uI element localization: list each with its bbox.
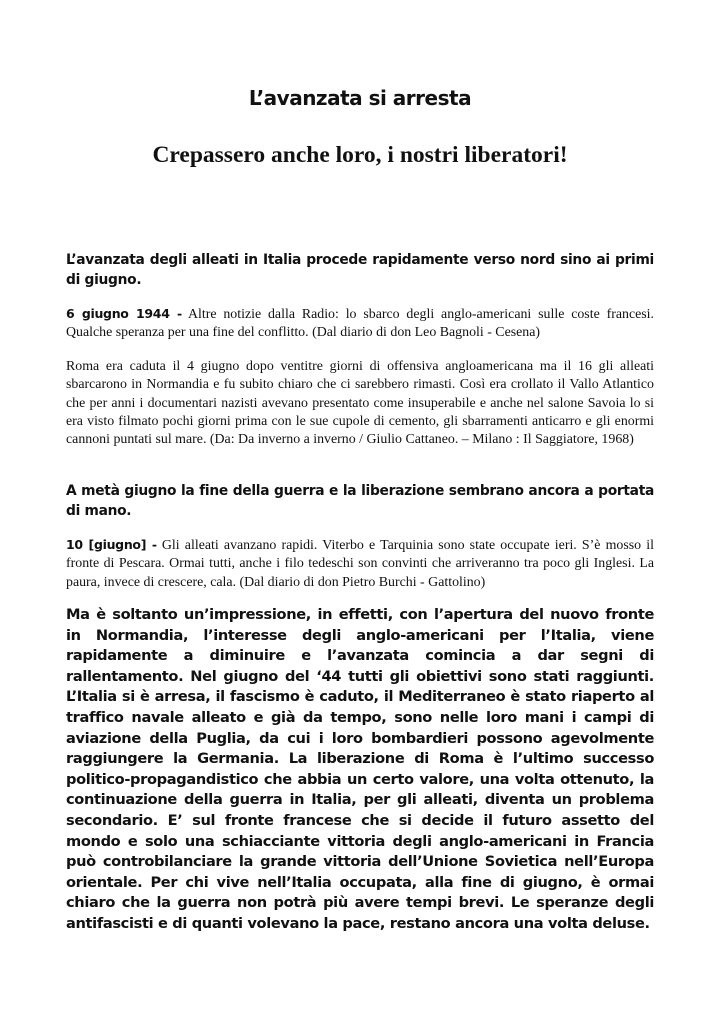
diary-entry-1-text: Altre notizie dalla Radio: lo sbarco degli anglo-americani sulle coste francesi. Qualche speranza per una fine del conflitto. (Dal diario di don Leo Bagnoli - Cesena) (66, 307, 655, 341)
body-paragraph-1: Roma era caduta il 4 giugno dopo ventitre giorni di offensiva angloamericana ma il 16 gli alleati sbarcarono in Normandia e fu subito chiaro che ci sarebbero rimasti. Così era crollato il Vallo Atlantico che per anni i documentari nazisti avevano presentato come insuperabile e anche nel salone Savoia lo si era visto filmato pochi giorni prima con le sue cupole di cemento, gli sbarramenti anticarro e gli enormi cannoni puntati sul mare. (Da: Da inverno a inverno / Giulio Cattaneo. – Milano : Il Saggiatore, 1968) (66, 359, 654, 448)
diary-entry-1-date: 6 giugno 1944 - (66, 306, 182, 321)
lead-paragraph-1: L’avanzata degli alleati in Italia procede rapidamente verso nord sino ai primi di giugno. (66, 252, 654, 288)
body-paragraph-2: Ma è soltanto un’impressione, in effetti, con l’apertura del nuovo fronte in Normandia, l’interesse degli anglo-americani per l’Italia, viene rapidamente a diminuire e l’avanzata comincia a dar segni di rallentamento. Nel giugno del ‘44 tutti gli obiettivi sono stati raggiunti. L’Italia si è arresa, il fascismo è caduto, il Mediterraneo è stato riaperto al traffico navale alleato e già da tempo, sono nelle loro mani i campi di aviazione della Puglia, da cui i loro bombardieri possono agevolmente raggiungere la Germania. La liberazione di Roma è l’ultimo successo politico-propagandistico che abbia un certo valore, una volta ottenuto, la continuazione della guerra in Italia, per gli alleati, diventa un problema secondario. E’ sul fronte francese che si decide il futuro assetto del mondo e solo una schiacciante vittoria degli anglo-americani in Francia può controbilanciare la grande vittoria dell’Unione Sovietica nell’Europa orientale. Per chi vive nell’Italia occupata, alla fine di giugno, è ormai chiaro che la guerra non potrà più avere tempi brevi. Le speranze degli antifascisti e di quanti volevano la pace, restano ancora una volta deluse. (66, 606, 654, 932)
diary-entry-2-text: Gli alleati avanzano rapidi. Viterbo e Tarquinia sono state occupate ieri. S’è mosso il fronte di Pescara. Ormai tutti, anche i filo tedeschi son convinti che arriveranno tra poco gli Inglesi. La paura, invece di crescere, cala. (Dal diario di don Pietro Burchi - Gattolino) (66, 538, 654, 590)
page-subtitle: Crepassero anche loro, i nostri liberatori! (152, 142, 568, 168)
page-title: L’avanzata si arresta (248, 86, 472, 110)
diary-entry-2 (66, 536, 654, 592)
lead-paragraph-2: A metà giugno la fine della guerra e la liberazione sembrano ancora a portata di mano. (66, 483, 654, 519)
diary-entry-2-date: 10 [giugno] - (66, 537, 157, 552)
diary-entry-1 (66, 305, 654, 343)
